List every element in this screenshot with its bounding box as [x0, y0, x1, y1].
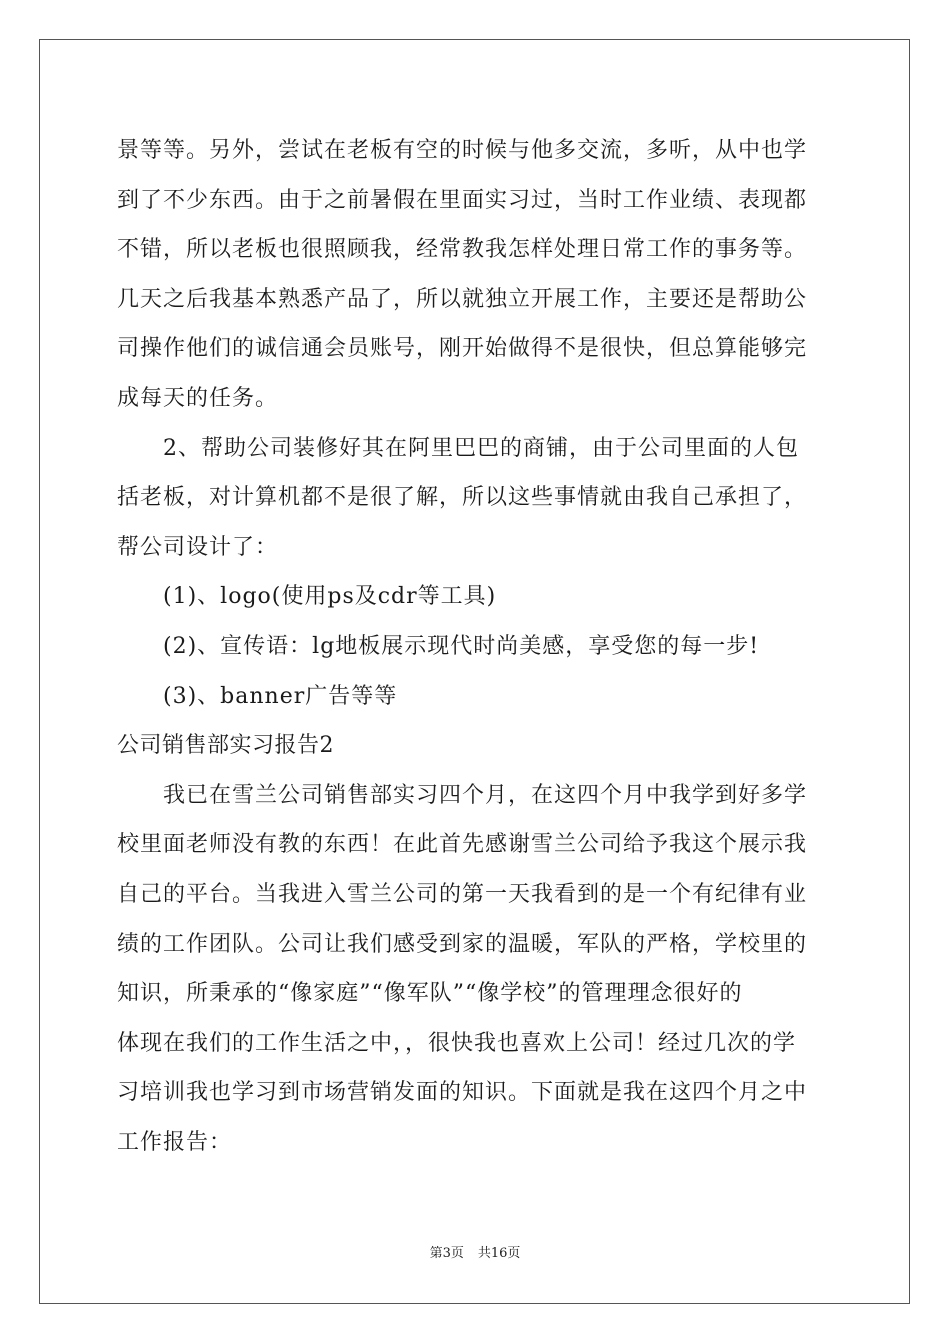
- paragraph-start-line: 我已在雪兰公司销售部实习四个月，在这四个月中我学到好多学: [163, 782, 808, 808]
- section-heading: 公司销售部实习报告2: [117, 733, 334, 759]
- page-number: 第3页: [429, 1246, 464, 1261]
- text-line: 司操作他们的诚信通会员账号，刚开始做得不是很快，但总算能够完: [117, 336, 808, 362]
- text-line: 体现在我们的工作生活之中，，很快我也喜欢上公司！经过几次的学: [117, 1030, 797, 1056]
- text-line: 到了不少东西。由于之前暑假在里面实习过，当时工作业绩、表现都: [117, 187, 808, 213]
- text-line: 习培训我也学习到市场营销发面的知识。下面就是我在这四个月之中: [117, 1080, 808, 1106]
- text-line: 校里面老师没有教的东西！在此首先感谢雪兰公司给予我这个展示我: [117, 832, 808, 858]
- list-item: (3)、banner广告等等: [163, 683, 398, 709]
- text-line: 成每天的任务。: [117, 385, 279, 411]
- text-line: 绩的工作团队。公司让我们感受到家的温暖，军队的严格，学校里的: [117, 931, 808, 957]
- page-total: 共16页: [477, 1246, 521, 1261]
- text-line: 景等等。另外，尝试在老板有空的时候与他多交流，多听，从中也学: [117, 138, 808, 163]
- text-line: 工作报告：: [117, 1129, 233, 1155]
- list-item: (1)、logo(使用ps及cdr等工具): [163, 584, 497, 610]
- text-line: 不错，所以老板也很照顾我，经常教我怎样处理日常工作的事务等。: [117, 237, 808, 263]
- text-line: 括老板，对计算机都不是很了解，所以这些事情就由我自己承担了，: [117, 485, 808, 511]
- page-footer: [0, 1245, 950, 1263]
- text-line: 几天之后我基本熟悉产品了，所以就独立开展工作，主要还是帮助公: [117, 286, 808, 312]
- list-item: (2)、宣传语：lg地板展示现代时尚美感，享受您的每一步!: [163, 633, 760, 659]
- text-line: 知识，所秉承的“像家庭”“像军队”“像学校”的管理理念很好的: [117, 981, 743, 1007]
- text-line: 帮公司设计了：: [117, 534, 279, 560]
- paragraph-start-line: 2、帮助公司装修好其在阿里巴巴的商铺，由于公司里面的人包: [163, 435, 799, 461]
- document-body: [117, 126, 833, 1167]
- text-line: 自己的平台。当我进入雪兰公司的第一天我看到的是一个有纪律有业: [117, 881, 808, 907]
